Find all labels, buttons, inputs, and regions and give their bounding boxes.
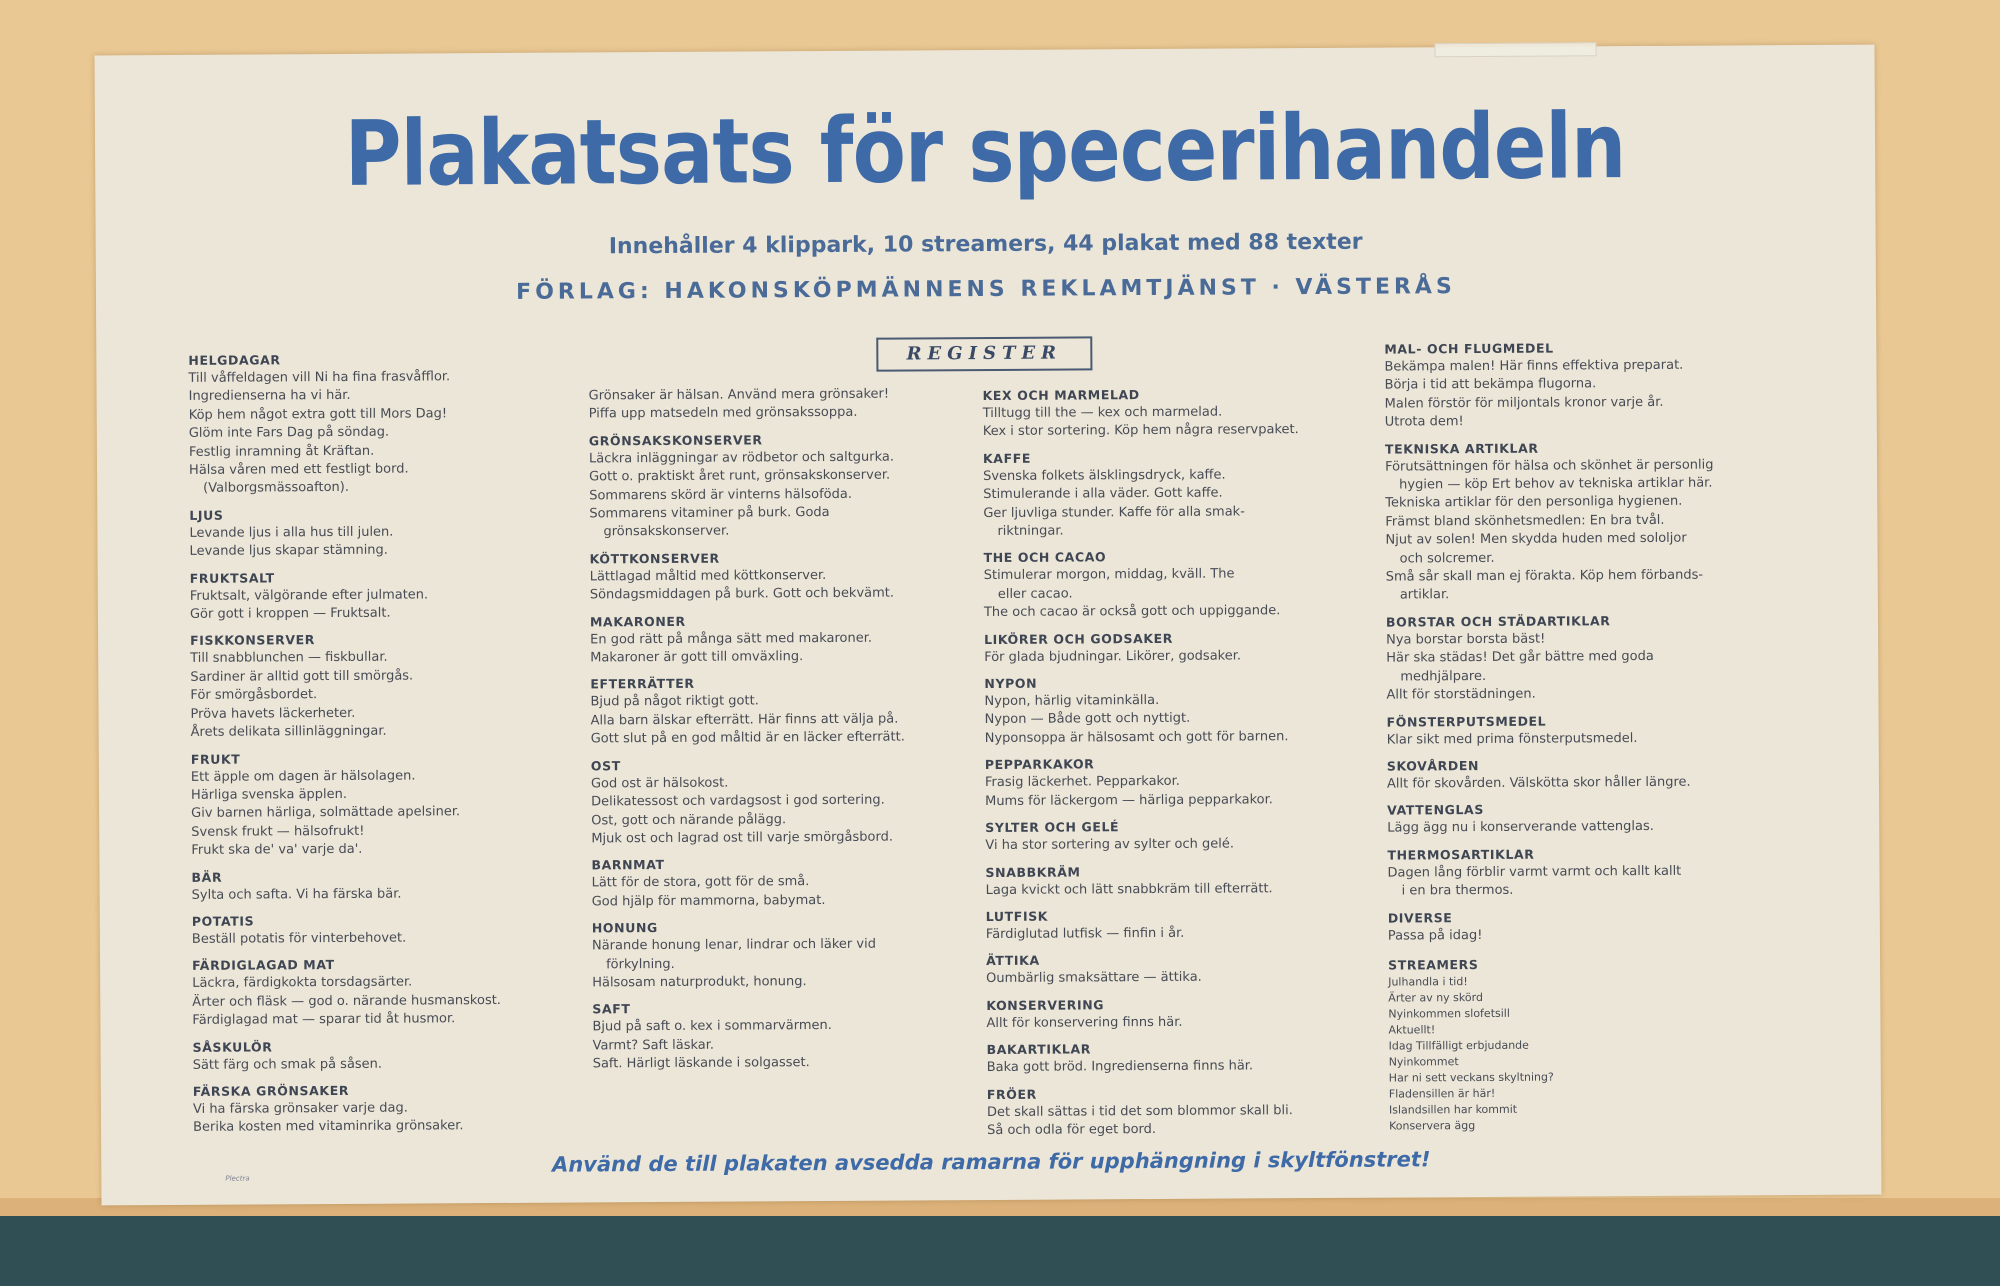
register-section	[986, 905, 1356, 945]
section-heading: FÄRSKA GRÖNSAKER	[192, 1082, 350, 1099]
section-heading: VATTENGLAS	[1387, 802, 1484, 818]
register-section	[1387, 843, 1767, 901]
register-section	[191, 747, 522, 860]
poster-publisher: FÖRLAG: HAKONSKÖPMÄNNENS REKLAMTJÄNST · VÄSTERÅS	[516, 274, 1456, 305]
section-heading: BARNMAT	[591, 857, 665, 873]
section-heading: FISKKONSERVER	[190, 632, 316, 649]
slogan-line: Njut av solen! Men skydda huden med sololjor	[1385, 530, 1687, 548]
section-heading: THE OCH CACAO	[983, 549, 1107, 566]
section-heading: MAL- OCH FLUGMEDEL	[1384, 340, 1554, 357]
slogan-line: Gör gott i kroppen — Fruktsalt.	[189, 605, 391, 622]
register-section	[1388, 906, 1768, 946]
poster-subtitle: Innehåller 4 klippark, 10 streamers, 44 plakat med 88 texter	[608, 229, 1363, 260]
section-heading: KEX OCH MARMELAD	[982, 387, 1140, 404]
slogan-line: Piffa upp matsedeln med grönsakssoppa.	[588, 405, 858, 422]
section-heading: SNABBKRÄM	[985, 863, 1081, 880]
streamer-line: Har ni sett veckans skyltning?	[1388, 1070, 1554, 1085]
slogan-line: grönsakskonserver.	[603, 524, 730, 540]
register-section	[189, 504, 519, 562]
slogan-line: förkylning.	[606, 956, 675, 972]
slogan-line: Mjuk ost och lagrad ost till varje smörgåsbord.	[591, 829, 893, 847]
slogan-line: hygien — köp Ert behov av tekniska artiklar här.	[1399, 475, 1713, 493]
slogan-line: Frukt ska de' va' varje da'.	[191, 841, 363, 858]
slogan-line: Ärter och fläsk — god o. närande husmanskost.	[192, 992, 501, 1010]
slogan-line: Sommarens skörd är vinterns hälsoföda.	[589, 486, 853, 504]
section-heading: FRUKT	[190, 751, 241, 767]
register-section	[190, 567, 520, 625]
register-column-2	[589, 385, 953, 1081]
slogan-line: Närande honung lenar, lindrar och läker vid	[591, 936, 876, 954]
slogan-line: Årets delikata sillinläggningar.	[190, 723, 387, 740]
slogan-line: God ost är hälsokost.	[590, 775, 729, 792]
slogan-line: Pröva havets läckerheter.	[190, 705, 356, 722]
slogan-line: Malen förstör för miljontals kronor varje år.	[1384, 394, 1664, 412]
slogan-line: Så och odla för eget bord.	[987, 1121, 1157, 1138]
section-heading: BAKARTIKLAR	[986, 1041, 1091, 1058]
slogan-line: God hjälp för mammorna, babymat.	[591, 892, 826, 910]
section-heading: POTATIS	[191, 913, 255, 929]
register-section	[193, 1035, 523, 1074]
streamers-section	[1388, 953, 1769, 1134]
poster-sheet	[95, 45, 1882, 1206]
slogan-line: Laga kvickt och lätt snabbkräm till efterrätt.	[985, 880, 1273, 898]
section-heading: PEPPARKAKOR	[984, 756, 1095, 773]
slogan-line: Ingredienserna ha vi här.	[188, 388, 351, 405]
slogan-line: i en bra thermos.	[1401, 882, 1514, 899]
register-section	[1387, 710, 1767, 750]
slogan-line: Allt för storstädningen.	[1386, 686, 1536, 703]
slogan-line: Läckra, färdigkokta torsdagsärter.	[192, 974, 413, 992]
register-section	[191, 865, 521, 904]
register-section	[985, 753, 1355, 811]
streamer-line: Aktuellt!	[1388, 1023, 1436, 1037]
slogan-line: Klar sikt med prima fönsterputsmedel.	[1386, 730, 1638, 748]
slogan-line: Lägg ägg nu i konserverande vattenglas.	[1387, 819, 1654, 836]
section-heading: OST	[590, 757, 621, 774]
streamer-line: Idag Tillfälligt erbjudande	[1388, 1038, 1529, 1053]
register-section	[1387, 754, 1767, 794]
register-section	[984, 546, 1354, 622]
section-heading: KONSERVERING	[986, 997, 1105, 1013]
slogan-line: Delikatessost och vardagsost i god sortering.	[591, 792, 885, 810]
slogan-line: För glada bjudningar. Likörer, godsaker.	[984, 648, 1242, 665]
section-heading: BÄR	[191, 869, 223, 885]
slogan-line: Till våffeldagen vill Ni ha fina frasvåfflor.	[188, 369, 451, 386]
slogan-line: Bjud på saft o. kex i sommarvärmen.	[592, 1018, 832, 1035]
slogan-line: Svenska folkets älsklingsdryck, kaffe.	[983, 467, 1226, 484]
register-section	[987, 1082, 1357, 1140]
slogan-line: Giv barnen härliga, solmättade apelsiner.	[191, 804, 461, 822]
streamer-line: Konservera ägg	[1389, 1118, 1476, 1133]
slogan-line: Kex i stor sortering. Köp hem några reservpaket.	[982, 422, 1299, 440]
slogan-line: eller cacao.	[997, 586, 1073, 602]
register-section	[592, 998, 952, 1074]
register-section	[192, 910, 522, 949]
register-section	[592, 916, 952, 992]
slogan-line: och solcremer.	[1399, 550, 1495, 567]
slogan-line: Lättlagad måltid med köttkonserver.	[589, 567, 827, 585]
slogan-line: Ger ljuvliga stunder. Kaffe för alla smak-	[983, 504, 1245, 521]
slogan-line: Ett äpple om dagen är hälsolagen.	[190, 768, 416, 785]
section-heading: HONUNG	[591, 920, 658, 936]
green-cloth-background	[0, 1216, 2000, 1286]
register-section	[984, 672, 1354, 748]
section-heading: HELGDAGAR	[188, 352, 281, 368]
section-heading: GRÖNSAKSKONSERVER	[588, 432, 763, 449]
slogan-line: Härliga svenska äpplen.	[190, 786, 348, 803]
slogan-line: Bjud på något riktigt gott.	[590, 693, 759, 710]
slogan-line: Berika kosten med vitaminrika grönsaker.	[193, 1118, 464, 1136]
section-heading: MAKARONER	[589, 613, 686, 630]
register-section	[983, 384, 1353, 442]
printer-mark: Plectra	[225, 1174, 250, 1183]
register-section	[1387, 799, 1767, 839]
section-heading: KÖTTKONSERVER	[589, 550, 720, 567]
slogan-line: medhjälpare.	[1400, 668, 1487, 685]
slogan-line: Här ska städas! Det går bättre med goda	[1386, 649, 1654, 666]
streamer-line: Ärter av ny skörd	[1388, 990, 1483, 1005]
slogan-line: Saft. Härligt läskande i solgasset.	[592, 1055, 810, 1072]
slogan-line: Färdiglutad lutfisk — finfin i år.	[985, 925, 1185, 942]
slogan-line: Oumbärlig smaksättare — ättika.	[986, 970, 1202, 987]
slogan-line: Frasig läckerhet. Pepparkakor.	[984, 774, 1180, 791]
streamer-line: Julhandla i tid!	[1388, 975, 1468, 989]
slogan-line: Allt för konservering finns här.	[986, 1014, 1183, 1031]
section-heading: NYPON	[984, 675, 1038, 692]
section-heading: TEKNISKA ARTIKLAR	[1384, 440, 1539, 457]
section-heading: FRUKTSALT	[189, 570, 275, 586]
register-column-1	[188, 349, 523, 1145]
slogan-line: Små sår skall man ej förakta. Köp hem förbands-	[1385, 567, 1704, 585]
slogan-line: Söndagsmiddagen på burk. Gott och bekvämt.	[589, 585, 895, 603]
slogan-line: Nyponsoppa är hälsosamt och gott för barnen.	[984, 729, 1289, 746]
slogan-line: Tekniska artiklar för den personliga hygienen.	[1385, 494, 1683, 512]
register-section	[985, 860, 1355, 900]
register-section	[987, 1038, 1357, 1078]
section-heading: SAFT	[592, 1001, 631, 1017]
slogan-line: Gott slut på en god måltid är en läcker efterrätt.	[590, 729, 905, 747]
slogan-line: Förutsättningen för hälsa och skönhet är personlig	[1384, 457, 1714, 475]
slogan-line: Makaroner är gott till omväxling.	[590, 649, 804, 666]
slogan-line: Dagen lång förblir varmt varmt och kallt kallt	[1387, 863, 1682, 881]
section-heading: SKOVÅRDEN	[1386, 757, 1480, 774]
slogan-line: Festlig inramning åt Kräftan.	[188, 443, 375, 460]
slogan-line: Varmt? Saft läskar.	[592, 1037, 715, 1054]
streamers-heading: STREAMERS	[1388, 956, 1479, 973]
register-section	[983, 447, 1354, 542]
register-section	[1386, 610, 1767, 705]
slogan-line: riktningar.	[997, 523, 1064, 539]
section-heading: SÅSKULÖR	[192, 1038, 273, 1055]
slogan-line: Allt för skovården. Välskötta skor håller längre.	[1386, 774, 1691, 792]
slogan-line: Sommarens vitaminer på burk. Goda	[589, 504, 830, 522]
register-section	[589, 429, 950, 542]
slogan-line: Sardiner är alltid gott till smörgås.	[190, 668, 414, 685]
section-heading: LJUS	[189, 507, 224, 523]
slogan-line: Bekämpa malen! Här finns effektiva preparat.	[1384, 357, 1684, 375]
slogan-line: Grönsaker är hälsan. Använd mera grönsaker!	[588, 386, 890, 404]
register-section	[190, 629, 521, 742]
poster-footer: Använd de till plakaten avsedda ramarna för upphängning i skyltfönstret!	[551, 1147, 1431, 1177]
slogan-line: Vi ha färska grönsaker varje dag.	[192, 1100, 408, 1117]
slogan-line: En god rätt på många sätt med makaroner.	[590, 630, 873, 648]
register-section	[986, 949, 1356, 989]
register-section	[590, 547, 950, 605]
slogan-line: Mums för läckergom — härliga pepparkakor.	[985, 791, 1273, 809]
slogan-line: Vi ha stor sortering av sylter och gelé.	[985, 836, 1235, 854]
section-heading: LUTFISK	[985, 908, 1049, 924]
slogan-line: Alla barn älskar efterrätt. Här finns att välja på.	[590, 711, 899, 729]
slogan-line: Nypon — Både gott och nyttigt.	[984, 711, 1191, 728]
poster-title: Plakatsats för specerihandeln	[344, 94, 1626, 207]
section-heading: BORSTAR OCH STÄDARTIKLAR	[1385, 613, 1611, 630]
streamer-line: Nyinkommen slofetsill	[1388, 1006, 1510, 1021]
section-heading: LIKÖRER OCH GODSAKER	[984, 630, 1174, 647]
slogan-line: artiklar.	[1399, 587, 1450, 603]
slogan-line: Glöm inte Fars Dag på söndag.	[188, 424, 390, 442]
section-heading: SYLTER OCH GELÉ	[985, 819, 1120, 836]
register-section	[192, 954, 522, 1030]
register-section	[590, 610, 950, 668]
slogan-line: Gott o. praktiskt året runt, grönsakskonserver.	[589, 467, 891, 485]
register-column-4	[1384, 337, 1769, 1141]
slogan-line: Levande ljus i alla hus till julen.	[189, 524, 394, 541]
section-heading: FÄRDIGLAGAD MAT	[192, 957, 335, 974]
slogan-line: Stimulerar morgon, middag, kväll. The	[983, 566, 1235, 584]
slogan-line: Nya borstar borsta bäst!	[1386, 631, 1546, 648]
slogan-line: Läckra inläggningar av rödbetor och saltgurka.	[588, 449, 895, 467]
slogan-line: För smörgåsbordet.	[190, 687, 318, 704]
slogan-line: Stimulerande i alla väder. Gott kaffe.	[983, 485, 1223, 503]
slogan-line: Hälsosam naturprodukt, honung.	[592, 974, 807, 991]
register-section	[589, 385, 949, 424]
slogan-line: Till snabblunchen — fiskbullar.	[190, 650, 388, 667]
slogan-line: Färdiglagad mat — sparar tid åt husmor.	[192, 1011, 456, 1029]
register-section	[1385, 437, 1766, 606]
register-section	[591, 754, 952, 849]
register-section	[986, 993, 1356, 1033]
slogan-line: Ost, gott och närande pålägg.	[591, 811, 787, 828]
register-section	[188, 349, 519, 499]
streamer-line: Nyinkommet	[1388, 1055, 1459, 1069]
register-section	[591, 854, 951, 912]
streamer-line: Islandsillen har kommit	[1388, 1102, 1518, 1117]
slogan-line: Tilltugg till the — kex och marmelad.	[982, 404, 1223, 422]
slogan-line: Passa på idag!	[1387, 927, 1483, 944]
slogan-line: Utrota dem!	[1384, 414, 1464, 430]
register-column-3	[983, 384, 1358, 1148]
register-section	[984, 627, 1354, 667]
section-heading: DIVERSE	[1387, 909, 1453, 926]
register-section	[590, 673, 950, 749]
streamer-line: Fladensillen är här!	[1388, 1086, 1496, 1101]
slogan-line: Nypon, härlig vitaminkälla.	[984, 693, 1160, 710]
tape-strip	[1434, 42, 1596, 57]
section-heading: KAFFE	[982, 450, 1032, 466]
section-heading: EFTERRÄTTER	[590, 676, 695, 692]
slogan-line: Sätt färg och smak på såsen.	[192, 1056, 383, 1073]
section-heading: FRÖER	[986, 1086, 1037, 1102]
slogan-line: Fruktsalt, välgörande efter julmaten.	[189, 587, 429, 604]
register-section	[1384, 337, 1765, 432]
slogan-line: Hälsa våren med ett festligt bord.	[188, 461, 409, 478]
slogan-line: Det skall sättas i tid det som blommor skall bli.	[986, 1102, 1293, 1120]
slogan-line: The och cacao är också gott och uppiggande.	[983, 603, 1281, 621]
section-heading: ÄTTIKA	[986, 953, 1040, 969]
section-heading: FÖNSTERPUTSMEDEL	[1386, 713, 1547, 730]
slogan-line: Svensk frukt — hälsofrukt!	[191, 823, 365, 840]
register-label: REGISTER	[876, 336, 1092, 371]
register-section	[985, 816, 1355, 856]
register-section	[193, 1080, 523, 1138]
slogan-line: Främst bland skönhetsmedlen: En bra tvål.	[1385, 512, 1665, 530]
section-heading: THERMOSARTIKLAR	[1387, 846, 1535, 863]
slogan-line: Sylta och safta. Vi ha färska bär.	[191, 886, 402, 903]
slogan-line: Beställ potatis för vinterbehovet.	[191, 930, 407, 947]
slogan-line: (Valborgsmässoafton).	[203, 480, 350, 497]
slogan-line: Lätt för de stora, gott för de små.	[591, 874, 810, 891]
slogan-line: Börja i tid att bekämpa flugorna.	[1384, 376, 1597, 393]
slogan-line: Köp hem något extra gott till Mors Dag!	[188, 406, 448, 423]
slogan-line: Levande ljus skapar stämning.	[189, 542, 388, 560]
slogan-line: Baka gott bröd. Ingredienserna finns här.	[986, 1058, 1254, 1076]
